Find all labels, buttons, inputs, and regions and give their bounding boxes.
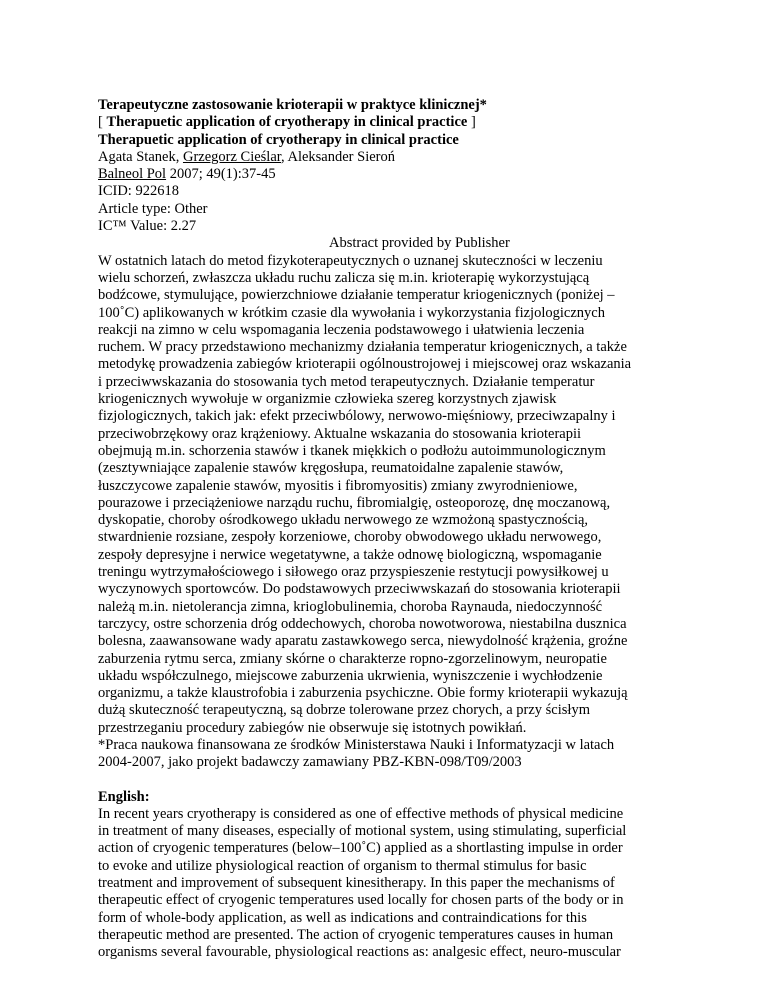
abstract-line: therapeutic effect of cryogenic temperatures used locally for chosen parts of the body or in: [98, 892, 624, 909]
abstract-line: action of cryogenic temperatures (below–100˚C) applied as a shortlasting impulse in order: [98, 840, 623, 857]
section-spacer: [98, 772, 678, 789]
abstract-line: wielu schorzeń, zwłaszcza układu ruchu zalicza się m.in. krioterapię wykorzystującą: [98, 269, 590, 286]
journal-link[interactable]: Balneol Pol: [98, 166, 167, 183]
bracket-close: ]: [467, 114, 476, 131]
abstract-line: organizmu, a także klaustrofobia i zaburzenia psychiczne. Obie formy krioterapii wykazują: [98, 685, 628, 702]
abstract-line: stwardnienie rozsiane, zespoły korzeniowe, choroby obwodowego układu nerwowego,: [98, 529, 602, 546]
abstract-line: łuszczycowe zapalenie stawów, myositis i fibromyositis) zmiany zwyrodnieniowe,: [98, 477, 578, 494]
abstract-line: reakcji na zimno w celu wspomagania leczenia podstawowego i ułatwienia leczenia: [98, 321, 585, 338]
abstract-line: (zesztywniające zapalenie stawów kręgosłupa, reumatoidalne zapalenie stawów,: [98, 460, 564, 477]
article-type: Article type: Other: [98, 200, 208, 217]
abstract-line: metodykę prowadzenia zabiegów krioterapii ogólnoustrojowej i miejscowej oraz wskazania: [98, 356, 632, 373]
abstract-polish: [98, 253, 678, 772]
funding-note-line: *Praca naukowa finansowana ze środków Ministerstawa Nauki i Informatyzacji w latach: [98, 736, 615, 753]
abstract-line: organisms several favourable, physiological reactions as: analgesic effect, neuro-muscular: [98, 944, 621, 961]
abstract-line: układu współczulnego, miejscowe zaburzenia ukrwienia, wyniszczenie i wychłodzenie: [98, 667, 603, 684]
funding-note-line: 2004-2007, jako projekt badawczy zamawiany PBZ-KBN-098/T09/2003: [98, 754, 522, 771]
title-english-alt: Therapuetic application of cryotherapy in clinical practice: [98, 131, 459, 148]
abstract-line: treningu wytrzymałościowego i siłowego oraz przyspieszenie restytucji powysiłkowej u: [98, 564, 609, 581]
document-page: [98, 97, 678, 962]
abstract-line: In recent years cryotherapy is considered as one of effective methods of physical medicine: [98, 805, 624, 822]
authors: [98, 149, 678, 166]
abstract-line: ruchem. W pracy przedstawiono mechanizmy działania temperatur kriogenicznych, a także: [98, 339, 627, 356]
abstract-line: przeciwobrzękowy oraz krążeniowy. Aktualne wskazania do stosowania krioterapii: [98, 425, 582, 442]
journal-details: 2007; 49(1):37-45: [166, 166, 276, 183]
abstract-line: wyczynowych sportowców. Do podstawowych przeciwwskazań do stosowania krioterapii: [98, 581, 621, 598]
abstract-provider: Abstract provided by Publisher: [329, 235, 510, 252]
abstract-line: zespoły depresyjne i nerwice wegetatywne, a także odnowę biologiczną, wspomaganie: [98, 546, 602, 563]
abstract-line: treatment and improvement of subsequent kinesitherapy. In this paper the mechanisms of: [98, 875, 615, 892]
abstract-line: W ostatnich latach do metod fizykoterapeutycznych o uznanej skuteczności w leczeniu: [98, 252, 603, 269]
abstract-line: pourazowe i przeciążeniowe narządu ruchu, fibromialgię, osteoporozę, dnę moczanową,: [98, 494, 611, 511]
title-english-bracketed: [98, 114, 678, 131]
author-name: Agata Stanek,: [98, 148, 183, 165]
abstract-line: bolesna, zaawansowane wady aparatu zastawkowego serca, niewydolność krążenia, groźne: [98, 633, 628, 650]
abstract-line: i przeciwwskazania do stosowania tych metod terapeutycznych. Działanie temperatur: [98, 373, 595, 390]
author-names-rest: , Aleksander Sieroń: [281, 148, 395, 165]
abstract-line: 100˚C) aplikowanych w krótkim czasie dla wywołania i wykorzystania fizjologicznych: [98, 304, 605, 321]
abstract-line: dyskopatie, choroby ośrodkowego układu nerwowego ze wzmożoną spastycznością,: [98, 512, 589, 529]
abstract-line: przestrzeganiu procedury zabiegów nie obserwuje się istotnych powikłań.: [98, 719, 527, 736]
title-english: Therapuetic application of cryotherapy in clinical practice: [106, 114, 468, 131]
abstract-line: zaburzenia rytmu serca, zmiany skórne o charakterze ropno-zgorzelinowym, neuropatie: [98, 650, 607, 667]
author-link[interactable]: Grzegorz Cieślar: [182, 148, 282, 165]
abstract-line: bodźcowe, stymulujące, powierzchniowe działanie temperatur kriogenicznych (poniżej –: [98, 287, 615, 304]
abstract-line: należą m.in. nietolerancja zimna, krioglobulinemia, choroba Raynauda, niedoczynność: [98, 598, 603, 615]
abstract-line: kriogenicznych wywołuje w organizmie człowieka szereg korzystnych zjawisk: [98, 391, 557, 408]
abstract-line: tarczycy, ostre schorzenia dróg oddechowych, choroba nowotworowa, niestabilna dusznica: [98, 615, 627, 632]
icid: ICID: 922618: [98, 183, 179, 200]
abstract-line: therapeutic method are presented. The action of cryogenic temperatures causes in human: [98, 926, 614, 943]
abstract-line: dużą skuteczność terapeutyczną, są dobrze tolerowane przez chorych, a przy ścisłym: [98, 702, 590, 719]
abstract-english: [98, 806, 678, 962]
abstract-line: fizjologicznych, takich jak: efekt przeciwbólowy, nerwowo-mięśniowy, przeciwzapalny i: [98, 408, 616, 425]
english-heading: English:: [98, 788, 150, 805]
journal-citation: [98, 166, 678, 183]
ic-value: IC™ Value: 2.27: [98, 218, 197, 235]
abstract-line: form of whole-body application, as well as indications and contraindications for this: [98, 909, 587, 926]
abstract-line: obejmują m.in. schorzenia stawów i tkanek miękkich o podłożu autoimmunologicznym: [98, 442, 606, 459]
abstract-line: to evoke and utilize physiological reaction of organism to thermal stimulus for basic: [98, 857, 587, 874]
abstract-line: in treatment of many diseases, especially of motional system, using stimulating, superficial: [98, 823, 627, 840]
bracket-open: [: [98, 114, 107, 131]
title-polish: Terapeutyczne zastosowanie krioterapii w praktyce klinicznej*: [98, 97, 487, 113]
